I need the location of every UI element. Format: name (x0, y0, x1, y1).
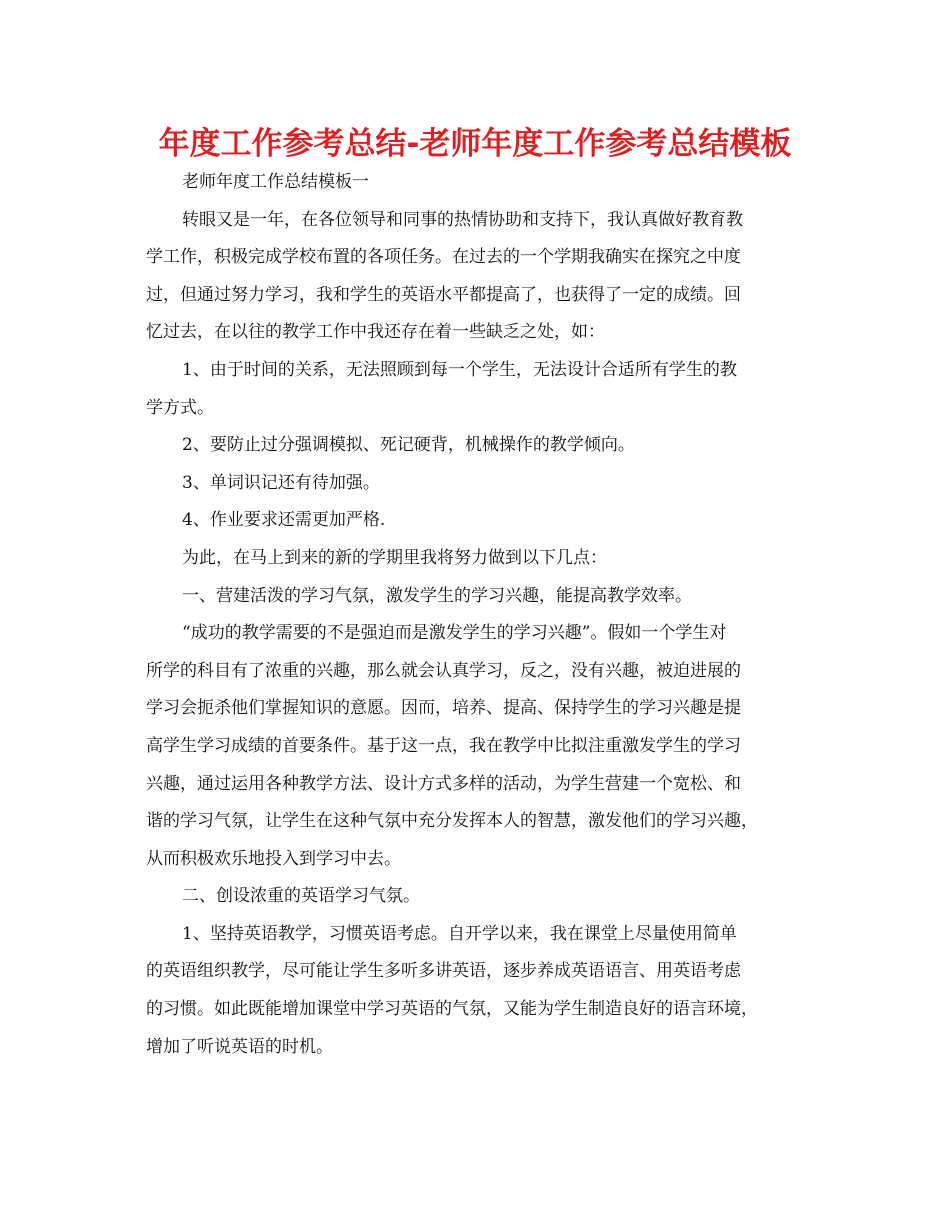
text-line: 所学的科目有了浓重的兴趣，那么就会认真学习，反之，没有兴趣，被迫进展的 (146, 660, 741, 681)
text-line: 一、营建活泼的学习气氛，激发学生的学习兴趣，能提高教学效率。 (182, 585, 692, 606)
text-line: 增加了听说英语的时机。 (146, 1036, 333, 1057)
text-line: 谐的学习气氛，让学生在这种气氛中充分发挥本人的智慧，激发他们的学习兴趣， (146, 811, 758, 832)
text-line: 兴趣，通过运用各种教学方法、设计方式多样的活动，为学生营建一个宽松、和 (146, 773, 741, 794)
text-line: 高学生学习成绩的首要条件。基于这一点，我在教学中比拟注重激发学生的学习 (146, 735, 741, 756)
text-line: 的习惯。如此既能增加课堂中学习英语的气氛，又能为学生制造良好的语言环境， (146, 999, 758, 1020)
text-line: 1、坚持英语教学，习惯英语考虑。自开学以来，我在课堂上尽量使用简单 (182, 923, 737, 944)
text-line: 二、创设浓重的英语学习气氛。 (182, 886, 420, 907)
document-title: 年度工作参考总结-老师年度工作参考总结模板 (158, 126, 792, 162)
text-line: 过，但通过努力学习，我和学生的英语水平都提高了，也获得了一定的成绩。回 (146, 284, 741, 305)
text-line: 学工作，积极完成学校布置的各项任务。在过去的一个学期我确实在探究之中度 (146, 247, 741, 268)
text-line: 4、作业要求还需更加严格. (182, 510, 386, 531)
text-line: 转眼又是一年，在各位领导和同事的热情协助和支持下，我认真做好教育教 (182, 209, 743, 230)
text-line: 的英语组织教学，尽可能让学生多听多讲英语，逐步养成英语语言、用英语考虑 (146, 961, 741, 982)
text-line: 为此，在马上到来的新的学期里我将努力做到以下几点： (182, 547, 607, 568)
document-body (146, 164, 810, 1066)
text-line: 学方式。 (146, 397, 214, 418)
text-line: 忆过去，在以往的教学工作中我还存在着一些缺乏之处，如： (146, 322, 605, 343)
text-line: 老师年度工作总结模板一 (182, 172, 369, 192)
text-line: 3、单词识记还有待加强。 (182, 472, 380, 493)
text-line: “成功的教学需要的不是强迫而是激发学生的学习兴趣”。假如一个学生对 (182, 623, 727, 644)
text-line: 1、由于时间的关系，无法照顾到每一个学生，无法设计合适所有学生的教 (182, 359, 737, 380)
text-line: 从而积极欢乐地投入到学习中去。 (146, 848, 401, 869)
text-line: 学习会扼杀他们掌握知识的意愿。因而，培养、提高、保持学生的学习兴趣是提 (146, 698, 741, 719)
text-line: 2、要防止过分强调模拟、死记硬背，机械操作的教学倾向。 (182, 435, 635, 456)
